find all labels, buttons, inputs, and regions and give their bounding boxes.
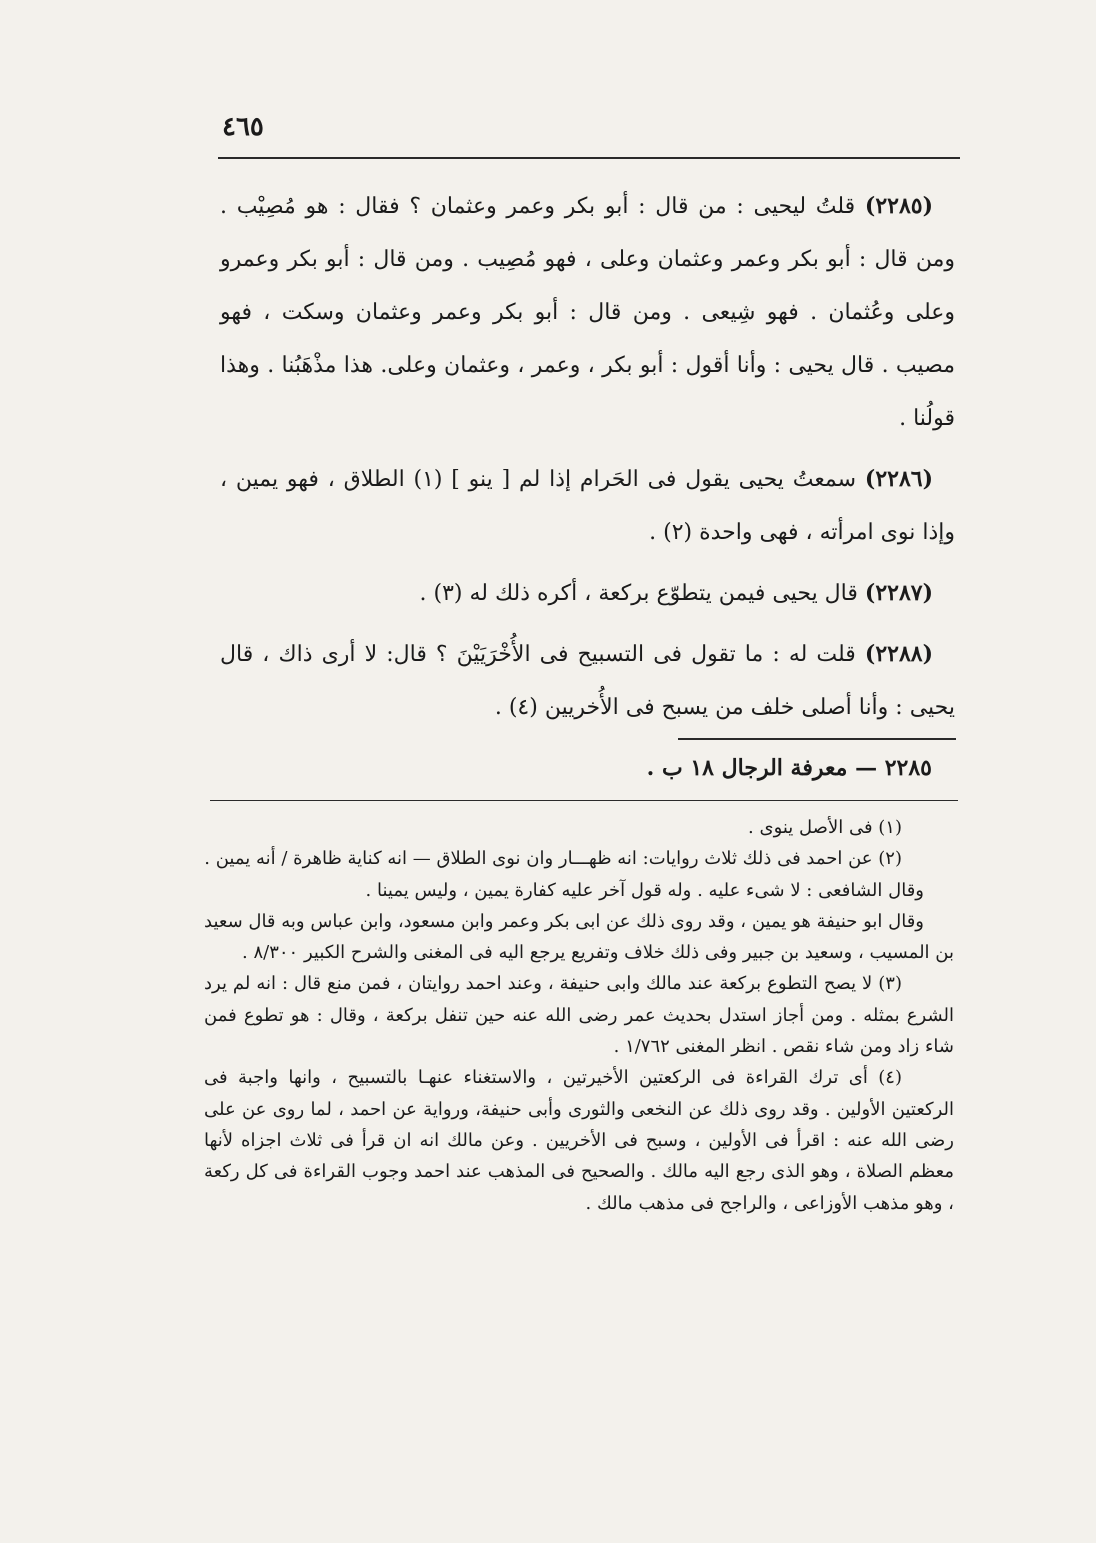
footnote-2: (٢) عن احمد فى ذلك ثلاث روايات: انه ظهـــار وان نوى الطلاق — انه كناية ظاهرة / أنه يمين . [204, 848, 902, 870]
entry-text: سمعتُ يحيى يقول فى الحَرام إذا لم [ ينو ] (١) الطلاق ، فهو يمين ، وإذا نوى امرأته ، فهى واحدة (٢) . [220, 467, 955, 545]
footnote-2-shafii: وقال الشافعى : لا شىء عليه . وله قول آخر عليه كفارة يمين ، وليس يمينا . [365, 879, 924, 901]
source-rule [678, 738, 956, 740]
source-note: ٢٢٨٥ — معرفة الرجال ١٨ ب . [646, 755, 932, 781]
header-rule [218, 157, 960, 159]
footnote-rule [210, 800, 958, 801]
entry-text: قلت له : ما تقول فى التسبيح فى الأُخْرَيَيْنَ ؟ قال: لا أرى ذاك ، قال يحيى : وأنا أصلى خلف من يسبح فى الأُخريين (٤) . [220, 642, 955, 720]
footnote-1: (١) فى الأصل ينوى . [748, 817, 902, 838]
entry-number: (٢٢٨٥) [864, 193, 933, 219]
entry-2288 [220, 628, 955, 734]
entry-2286 [220, 453, 955, 559]
footnote-4: (٤) أى ترك القراءة فى الركعتين الأخيرتين ، والاستغناء عنهـا بالتسبيح ، وانها واجبة فى الركعتين الأولين . وقد روى ذلك عن النخعى والثورى وأبى حنيفة، ورواية عن احمد ، لما روى عن على رضى الله عنه : اقرأ فى الأولين ، وسبح فى الأخريين . وعن مالك انه ان قرأ فى ثلاث اجزاه لأنها معظم الصلاة ، وهو الذى رجع اليه مالك . والصحيح فى المذهب عند احمد وجوب القراءة فى كل ركعة ، وهو مذهب الأوزاعى ، والراجح فى مذهب مالك . [204, 1067, 954, 1214]
main-text [220, 180, 955, 734]
entry-number: (٢٢٨٨) [864, 641, 933, 667]
entry-2285 [220, 180, 955, 445]
footnote-2-hanafi: وقال ابو حنيفة هو يمين ، وقد روى ذلك عن ابى بكر وعمر وابن مسعود، وابن عباس وبه قال سعيد بن المسيب ، وسعيد بن جبير وفى ذلك خلاف وتفريع يرجع اليه فى المغنى والشرح الكبير ٨/٣٠٠ . [204, 910, 954, 964]
entry-number: (٢٢٨٦) [864, 466, 933, 492]
entry-text: قال يحيى فيمن يتطوّع بركعة ، أكره ذلك له (٣) . [419, 581, 865, 606]
entry-2287 [220, 567, 955, 620]
footnotes [204, 812, 954, 1219]
footnote-3: (٣) لا يصح التطوع بركعة عند مالك وابى حنيفة ، وعند احمد روايتان ، فمن منع قال : انه لم يرد الشرع بمثله . ومن أجاز استدل بحديث عمر رضى الله عنه حين تنفل بركعة ، وقال : هو تطوع فمن شاء زاد ومن شاء نقص . انظر المغنى ١/٧٦٢ . [204, 973, 954, 1058]
entry-number: (٢٢٨٧) [864, 580, 933, 606]
entry-text: قلتُ ليحيى : من قال : أبو بكر وعمر وعثمان ؟ فقال : هو مُصِيْب . ومن قال : أبو بكر وعمر وعثمان وعلى ، فهو مُصِيب . ومن قال : أبو بكر وعمرو وعلى وعُثمان . فهو شِيعى . ومن قال : أبو بكر وعمر وعثمان وسكت ، فهو مصيب . قال يحيى : وأنا أقول : أبو بكر ، وعمر ، وعثمان وعلى. هذا مذْهَبُنا . وهذا قولُنا . [220, 194, 955, 431]
page-number: ٤٦٥ [222, 112, 264, 142]
